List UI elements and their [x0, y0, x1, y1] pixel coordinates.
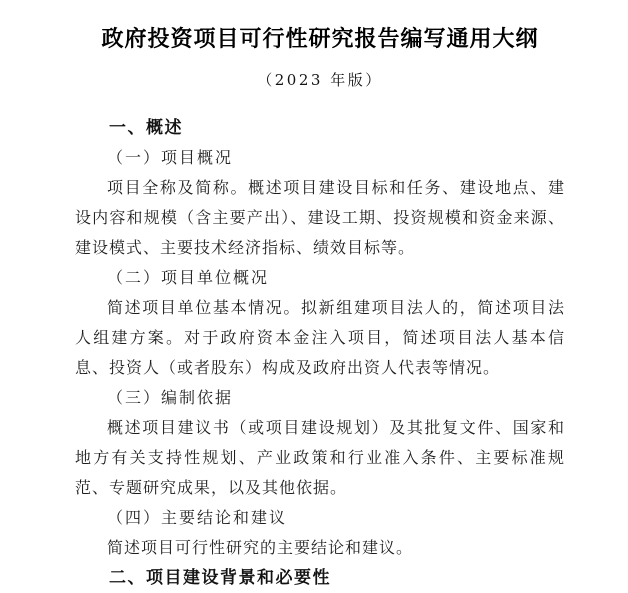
section-heading-background-necessity: 二、项目建设背景和必要性 — [109, 568, 331, 588]
page-title: 政府投资项目可行性研究报告编写通用大纲 — [101, 26, 539, 52]
paragraph-compilation-basis: 概述项目建议书（或项目建设规划）及其批复文件、国家和地方有关支持性规划、产业政策和行业准入条件、主要标准规范、专题研究成果，以及其他依据。 — [75, 418, 565, 497]
document-body — [75, 113, 565, 593]
paragraph-unit-overview: 简述项目单位基本情况。拟新组建项目法人的，简述项目法人组建方案。对于政府资本金注入项目，简述项目法人基本信息、投资人（或者股东）构成及政府出资人代表等情况。 — [75, 298, 565, 377]
page-subtitle: （2023 年版） — [257, 71, 383, 89]
paragraph-conclusions: 简述项目可行性研究的主要结论和建议。 — [107, 538, 414, 557]
subsection-heading-project-overview: （一）项目概况 — [107, 148, 234, 167]
paragraph-project-overview: 项目全称及简称。概述项目建设目标和任务、建设地点、建设内容和规模（含主要产出）、建设工期、投资规模和资金来源、建设模式、主要技术经济指标、绩效目标等。 — [75, 178, 565, 257]
subsection-heading-compilation-basis: （三）编制依据 — [107, 388, 234, 407]
section-heading-overview: 一、概述 — [109, 118, 183, 138]
subsection-heading-conclusions: （四）主要结论和建议 — [107, 508, 288, 527]
subsection-heading-unit-overview: （二）项目单位概况 — [107, 268, 270, 287]
